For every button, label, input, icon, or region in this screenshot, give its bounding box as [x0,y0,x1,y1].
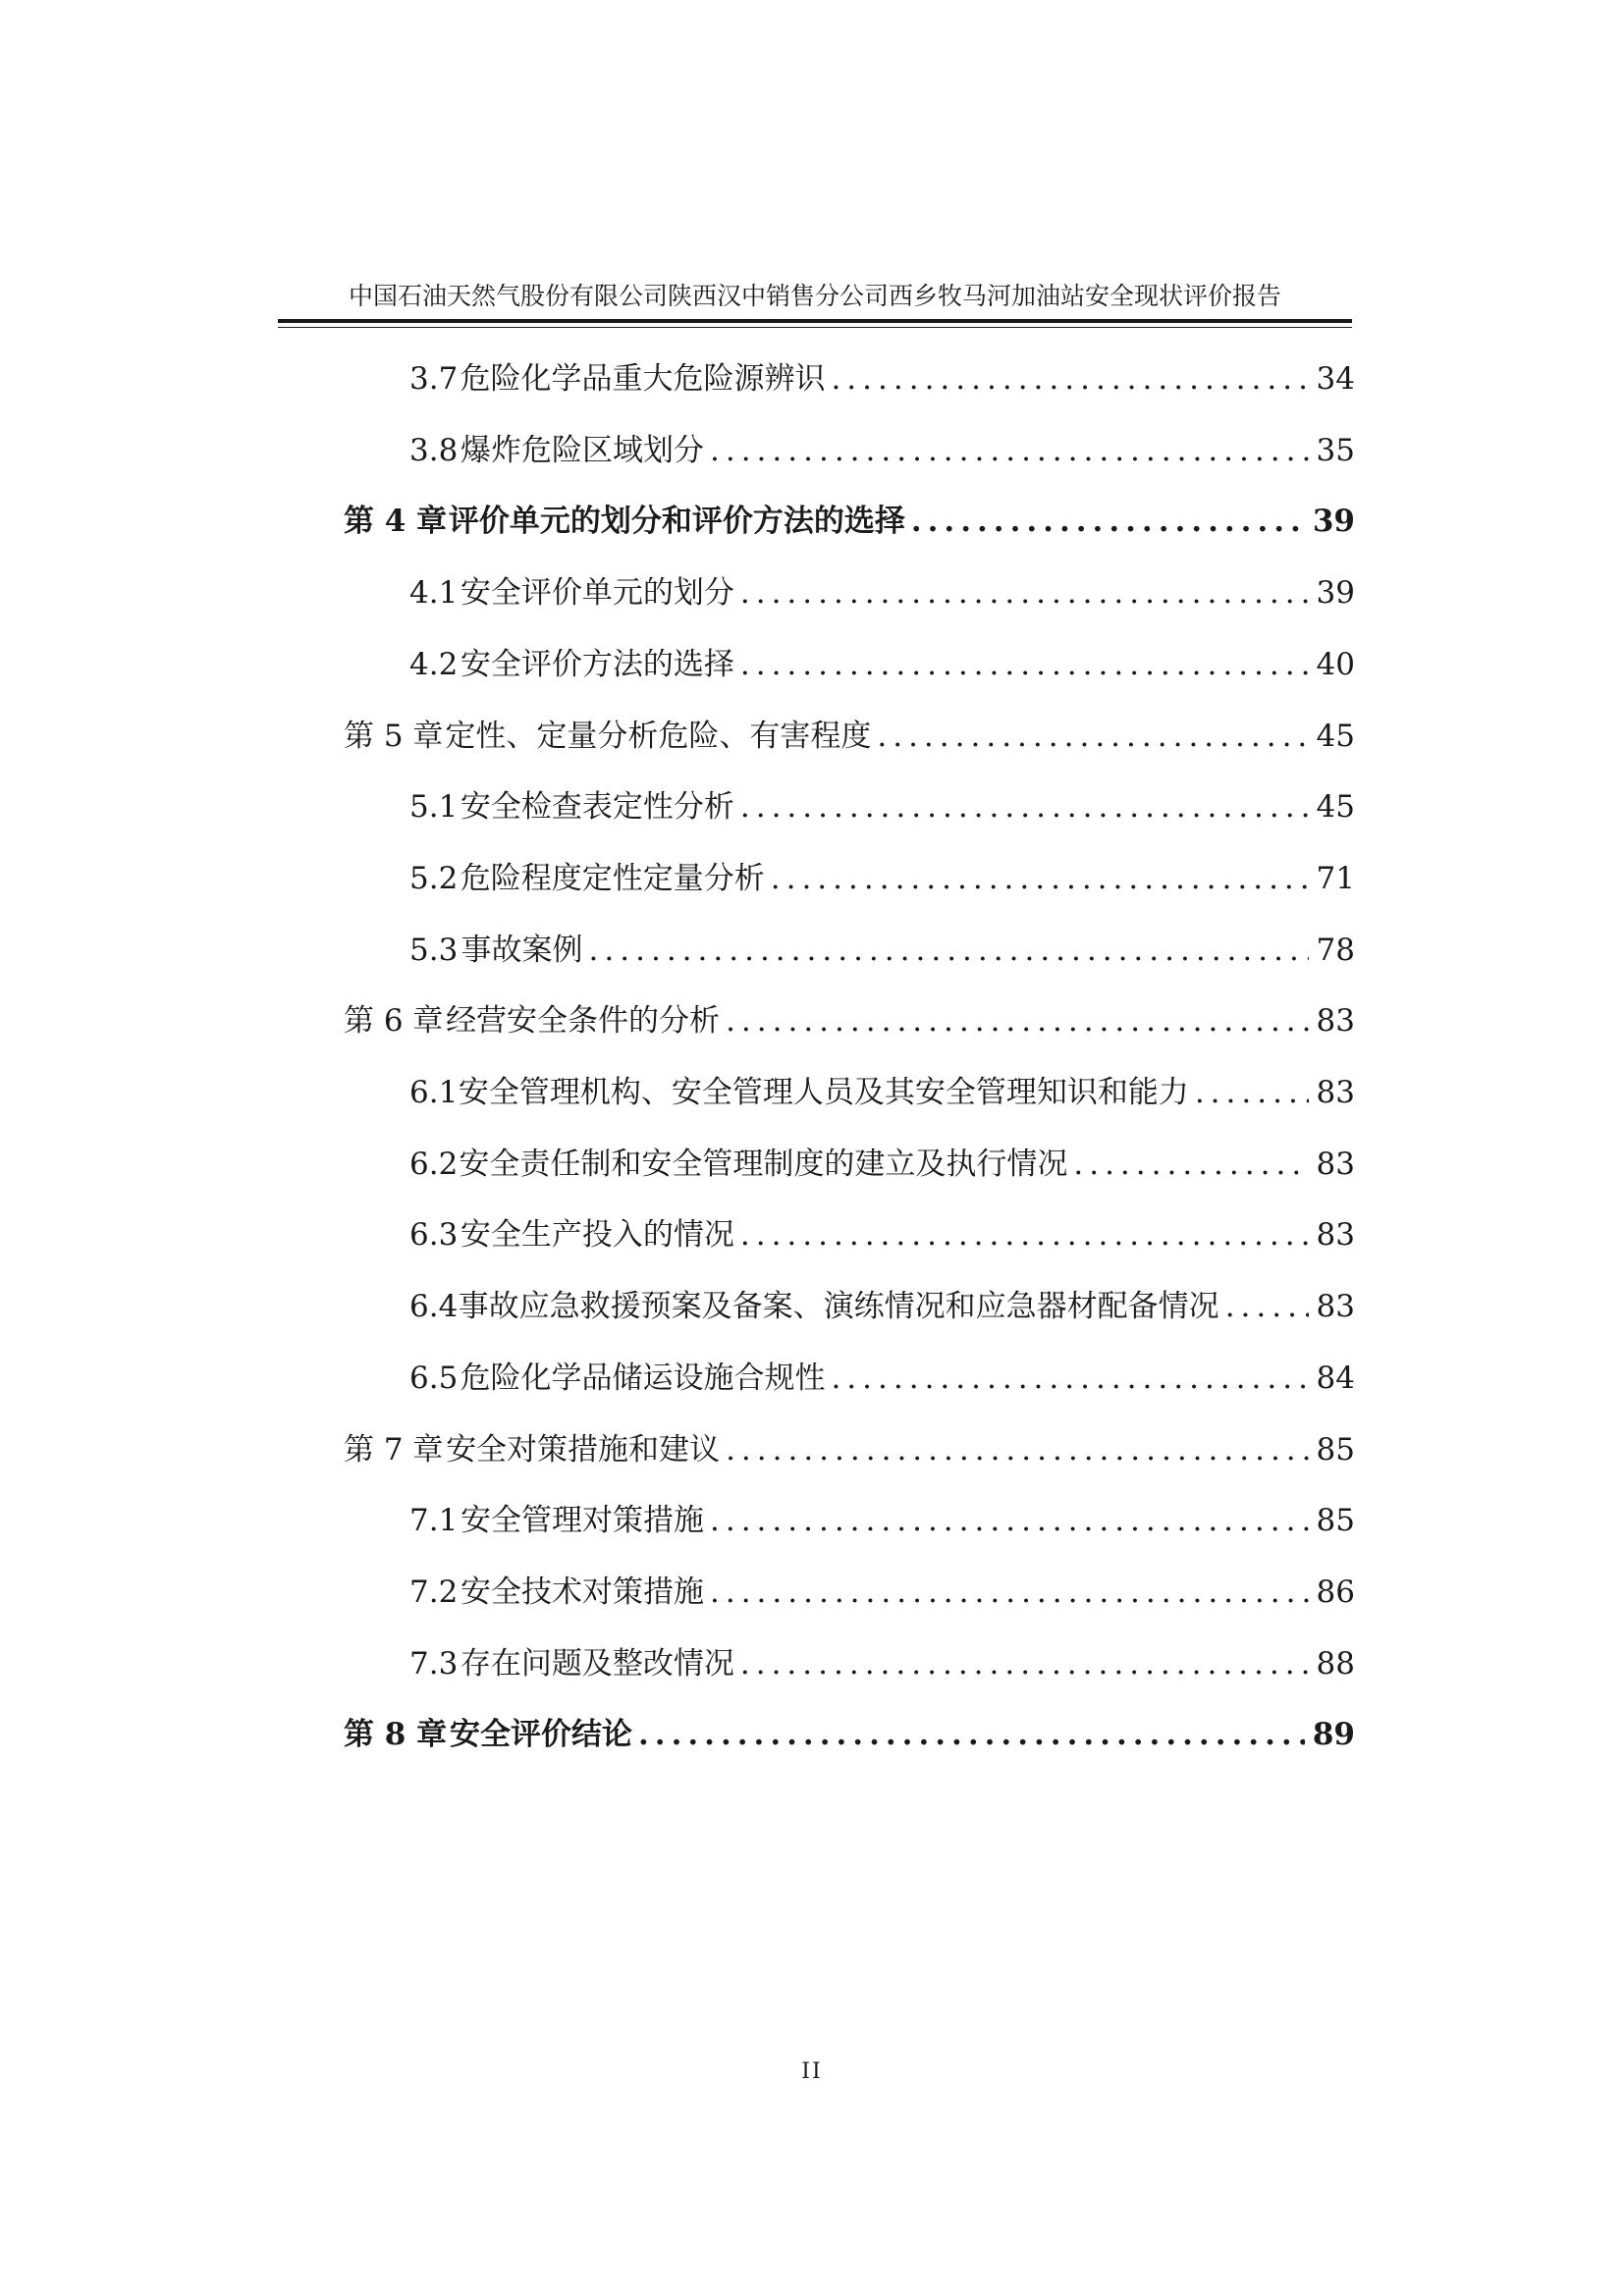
toc-entry-number: 7.1 [409,1503,459,1538]
toc-section-entry[interactable] [409,1139,1355,1188]
toc-entry-title: 事故案例 [460,933,583,968]
toc-section-entry[interactable] [409,425,1355,474]
toc-entry-page: 39 [1316,575,1355,611]
toc-entry-page: 83 [1316,1217,1355,1253]
toc-dot-leader [831,1361,1308,1396]
toc-entry-page: 39 [1312,504,1355,539]
toc-section-entry[interactable] [409,639,1355,688]
toc-section-entry[interactable] [409,1353,1355,1402]
toc-section-entry[interactable] [409,781,1355,830]
toc-entry-page: 83 [1316,1289,1355,1324]
toc-entry-number: 6.1 [409,1075,459,1110]
running-header: 中国石油天然气股份有限公司陕西汉中销售分公司西乡牧马河加油站安全现状评价报告 [348,282,1281,310]
toc-dot-leader [1073,1147,1308,1182]
toc-entry-title: 安全检查表定性分析 [460,789,734,825]
toc-section-entry[interactable] [409,1209,1355,1258]
toc-entry-title: 安全对策措施和建议 [446,1432,721,1468]
toc-entry-number: 6.2 [409,1147,459,1182]
toc-entry-page: 71 [1316,861,1355,896]
toc-dot-leader [740,1217,1309,1253]
toc-entry-title: 安全评价单元的划分 [460,575,734,611]
toc-dot-leader [740,789,1309,825]
toc-entry-title: 事故应急救援预案及备案、演练情况和应急器材配备情况 [458,1289,1219,1324]
toc-entry-title: 危险化学品储运设施合规性 [460,1361,826,1396]
toc-section-entry[interactable] [409,925,1355,974]
page-number: II [801,2059,823,2084]
toc-entry-title: 评价单元的划分和评价方法的选择 [448,504,905,539]
toc-section-entry[interactable] [409,1281,1355,1330]
toc-entry-title: 定性、定量分析危险、有害程度 [445,719,872,754]
toc-entry-number: 5.1 [409,789,459,825]
toc-section-entry[interactable] [409,567,1355,616]
toc-entry-number: 第 8 章 [344,1717,448,1752]
toc-dot-leader [911,504,1305,539]
toc-section-entry[interactable] [409,1567,1355,1616]
toc-entry-page: 45 [1316,789,1355,825]
toc-chapter-entry[interactable] [344,711,1355,760]
toc-dot-leader [1195,1075,1309,1110]
toc-entry-number: 3.8 [409,433,459,468]
toc-entry-number: 第 7 章 [344,1432,444,1468]
toc-chapter-entry[interactable] [344,1424,1355,1473]
toc-dot-leader [710,1575,1309,1610]
toc-entry-title: 安全责任制和安全管理制度的建立及执行情况 [459,1147,1068,1182]
toc-dot-leader [726,1003,1308,1039]
toc-entry-number: 5.2 [409,861,459,896]
toc-dot-leader [1225,1289,1309,1324]
toc-entry-page: 40 [1316,647,1355,682]
toc-entry-number: 3.7 [409,361,459,397]
toc-entry-title: 存在问题及整改情况 [460,1646,734,1682]
toc-entry-page: 83 [1316,1075,1355,1110]
toc-entry-page: 83 [1316,1147,1355,1182]
toc-section-entry[interactable] [409,1067,1355,1116]
toc-entry-page: 34 [1316,361,1355,397]
toc-entry-number: 第 4 章 [344,504,448,539]
toc-entry-page: 88 [1316,1646,1355,1682]
toc-entry-number: 4.2 [409,647,459,682]
toc-entry-title: 安全管理机构、安全管理人员及其安全管理知识和能力 [458,1075,1189,1110]
toc-dot-leader [710,433,1309,468]
toc-entry-number: 6.4 [409,1289,459,1324]
toc-entry-title: 安全技术对策措施 [460,1575,704,1610]
toc-dot-leader [740,1646,1309,1682]
toc-section-entry[interactable] [409,1495,1355,1544]
toc-dot-leader [877,719,1308,754]
toc-entry-page: 89 [1312,1717,1355,1752]
toc-entry-title: 爆炸危险区域划分 [460,433,704,468]
toc-entry-number: 7.3 [409,1646,459,1682]
toc-entry-title: 安全生产投入的情况 [460,1217,734,1253]
toc-entry-number: 4.1 [409,575,459,611]
toc-entry-number: 6.3 [409,1217,459,1253]
toc-dot-leader [726,1432,1308,1468]
toc-section-entry[interactable] [409,353,1355,402]
toc-entry-page: 84 [1316,1361,1355,1396]
toc-entry-title: 安全管理对策措施 [460,1503,704,1538]
toc-entry-page: 86 [1316,1575,1355,1610]
toc-chapter-entry[interactable] [344,995,1355,1044]
toc-chapter-entry[interactable] [344,1709,1355,1758]
toc-entry-page: 85 [1316,1503,1355,1538]
toc-entry-title: 安全评价结论 [449,1717,632,1752]
toc-section-entry[interactable] [409,1638,1355,1687]
toc-entry-title: 危险程度定性定量分析 [460,861,765,896]
toc-entry-number: 第 6 章 [344,1003,444,1039]
toc-entry-title: 经营安全条件的分析 [446,1003,721,1039]
toc-dot-leader [831,361,1308,397]
toc-dot-leader [710,1503,1309,1538]
toc-dot-leader [740,647,1309,682]
toc-chapter-entry[interactable] [344,496,1355,545]
toc-entry-page: 35 [1316,433,1355,468]
toc-entry-page: 85 [1316,1432,1355,1468]
toc-dot-leader [638,1717,1305,1752]
toc-entry-number: 5.3 [409,933,459,968]
toc-entry-number: 6.5 [409,1361,459,1396]
toc-entry-page: 78 [1316,933,1355,968]
toc-entry-page: 83 [1316,1003,1355,1039]
toc-dot-leader [771,861,1309,896]
toc-entry-number: 第 5 章 [344,719,444,754]
toc-entry-title: 危险化学品重大危险源辨识 [460,361,826,397]
toc-entry-title: 安全评价方法的选择 [460,647,734,682]
toc-dot-leader [740,575,1309,611]
toc-entry-page: 45 [1316,719,1355,754]
toc-dot-leader [589,933,1309,968]
toc-entry-number: 7.2 [409,1575,459,1610]
toc-section-entry[interactable] [409,853,1355,902]
